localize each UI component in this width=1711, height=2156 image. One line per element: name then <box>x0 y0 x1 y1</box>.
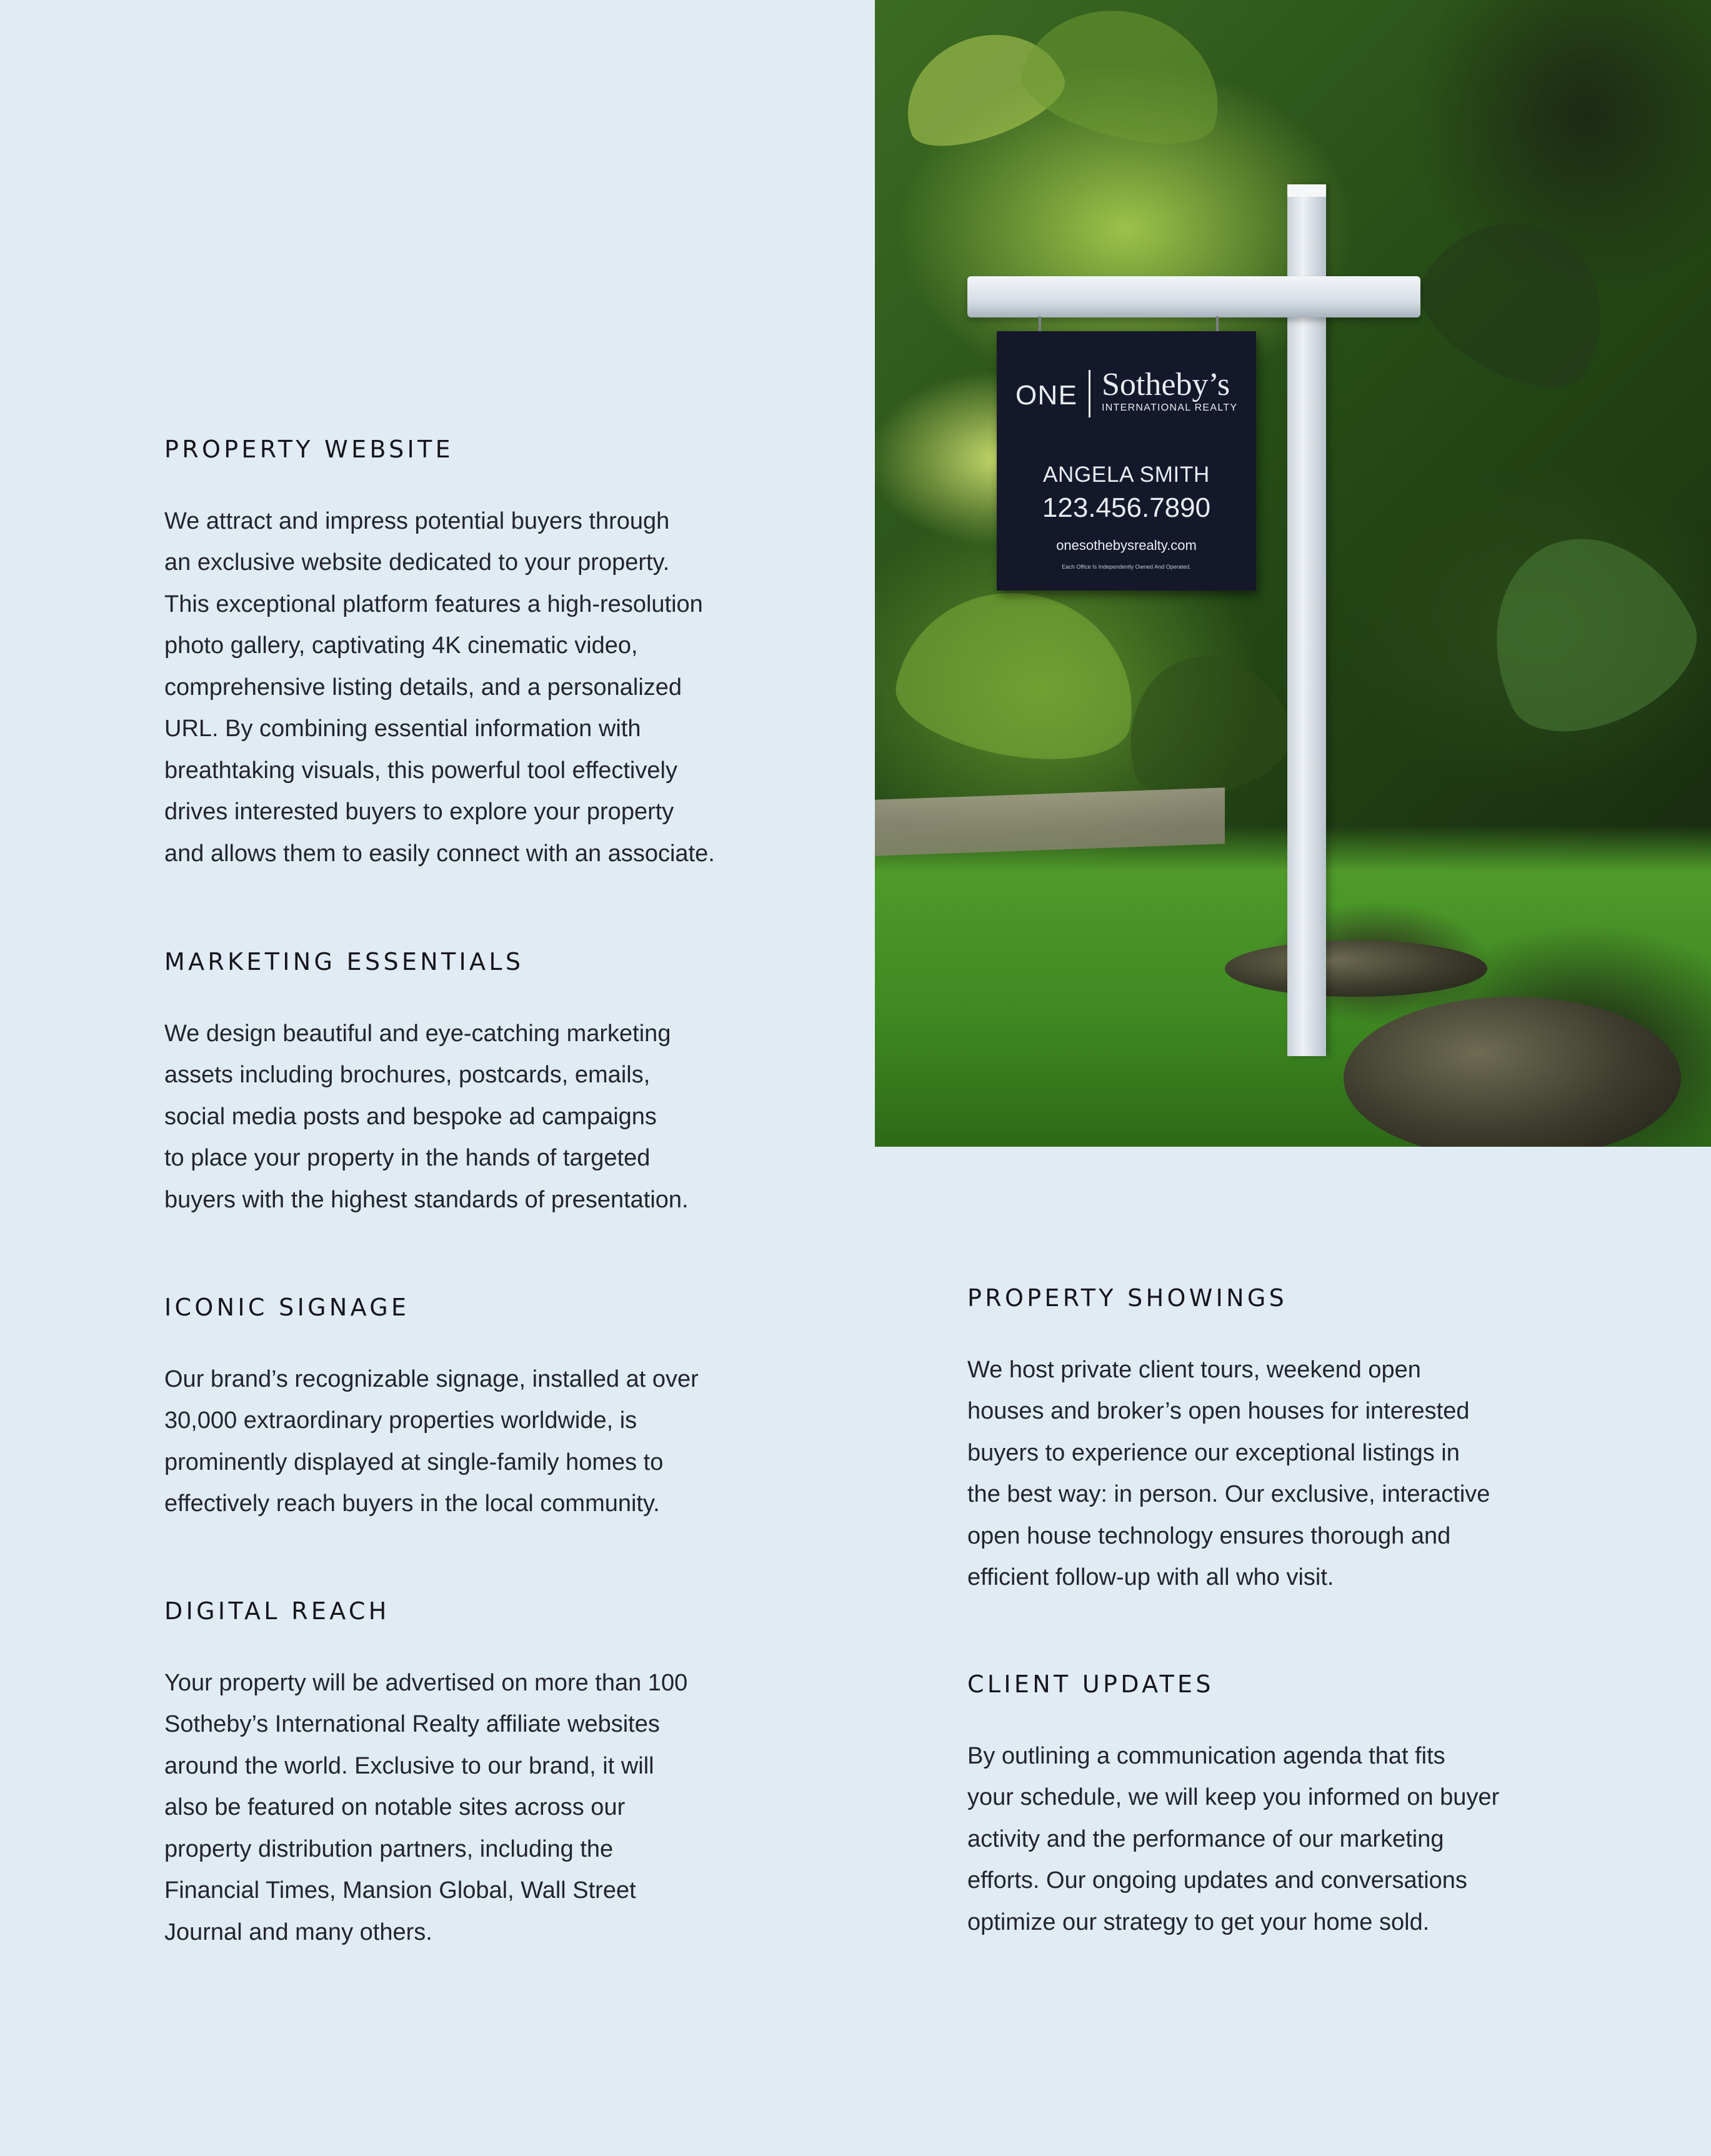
section-iconic-signage <box>164 1294 727 1525</box>
sign-brand-divider <box>1089 370 1090 417</box>
foliage-highlight <box>1457 504 1711 758</box>
body-line: property distribution partners, including the <box>164 1835 614 1862</box>
foliage-shadow <box>1110 637 1302 812</box>
foliage-highlight <box>1012 0 1238 161</box>
body-line: By outlining a communication agenda that fits <box>967 1742 1445 1769</box>
body-line: We attract and impress potential buyers through <box>164 507 670 534</box>
section-heading: PROPERTY SHOWINGS <box>967 1284 1288 1312</box>
sign-website: onesothebysrealty.com <box>1056 537 1197 553</box>
section-body <box>164 501 727 875</box>
rock <box>1344 997 1681 1147</box>
body-line: to place your property in the hands of targeted <box>164 1145 651 1172</box>
body-line: Sotheby’s International Realty affiliate websites <box>164 1711 660 1738</box>
body-line: also be featured on notable sites across our <box>164 1794 626 1821</box>
sign-post-cap <box>1287 184 1326 197</box>
body-line: efficient follow-up with all who visit. <box>967 1564 1334 1591</box>
body-line: social media posts and bespoke ad campaigns <box>164 1103 657 1130</box>
section-heading: MARKETING ESSENTIALS <box>164 948 524 976</box>
body-line: We host private client tours, weekend open <box>967 1356 1421 1383</box>
body-line: and allows them to easily connect with an associate. <box>164 840 715 867</box>
garden-path <box>875 787 1225 856</box>
sign-brand-subtitle: INTERNATIONAL REALTY <box>1102 402 1238 413</box>
body-line: open house technology ensures thorough and <box>967 1522 1451 1549</box>
section-heading: ICONIC SIGNAGE <box>164 1294 410 1321</box>
body-line: houses and broker’s open houses for interested <box>967 1398 1470 1425</box>
sign-phone: 123.456.7890 <box>1042 492 1211 523</box>
section-body <box>164 1013 727 1221</box>
sign-hook <box>1216 316 1219 332</box>
body-line: comprehensive listing details, and a personalized <box>164 674 682 701</box>
section-body <box>967 1349 1530 1599</box>
body-line: buyers to experience our exceptional listings in <box>967 1439 1460 1466</box>
sign-post-arm <box>967 276 1420 317</box>
sign-hook <box>1039 316 1041 332</box>
foliage-shadow <box>1400 188 1637 412</box>
section-digital-reach <box>164 1597 727 1953</box>
section-body <box>164 1359 727 1525</box>
rock <box>1225 941 1487 997</box>
body-line: an exclusive website dedicated to your property. <box>164 549 670 576</box>
section-property-showings <box>967 1284 1530 1599</box>
body-line: photo gallery, captivating 4K cinematic video, <box>164 632 638 659</box>
section-body <box>164 1662 727 1954</box>
body-line: This exceptional platform features a high-resolution <box>164 591 703 617</box>
yard-sign-photo <box>875 0 1711 1147</box>
body-line: breathtaking visuals, this powerful tool effectively <box>164 757 677 784</box>
section-heading: PROPERTY WEBSITE <box>164 436 454 463</box>
body-line: assets including brochures, postcards, emails, <box>164 1062 651 1089</box>
body-line: the best way: in person. Our exclusive, interactive <box>967 1481 1490 1508</box>
sign-fine-print: Each Office Is Independently Owned And Operated. <box>1062 564 1191 570</box>
body-line: activity and the performance of our marketing <box>967 1825 1444 1852</box>
body-line: URL. By combining essential information with <box>164 716 641 742</box>
body-line: Journal and many others. <box>164 1919 432 1945</box>
section-property-website <box>164 436 727 874</box>
body-line: Financial Times, Mansion Global, Wall Street <box>164 1877 636 1904</box>
section-body <box>967 1735 1530 1944</box>
sign-brand-one: ONE <box>1015 380 1078 411</box>
body-line: effectively reach buyers in the local community. <box>164 1490 660 1517</box>
body-line: Your property will be advertised on more than 100 <box>164 1669 688 1696</box>
sign-agent-name: ANGELA SMITH <box>1042 462 1210 487</box>
body-line: optimize our strategy to get your home sold. <box>967 1909 1430 1935</box>
body-line: around the world. Exclusive to our brand, it will <box>164 1752 654 1779</box>
section-heading: CLIENT UPDATES <box>967 1670 1214 1698</box>
body-line: efforts. Our ongoing updates and conversations <box>967 1867 1467 1894</box>
sign-brand-name: Sotheby’s <box>1102 367 1230 402</box>
body-line: drives interested buyers to explore your property <box>164 799 674 826</box>
section-marketing-essentials <box>164 948 727 1220</box>
body-line: your schedule, we will keep you informed on buyer <box>967 1784 1500 1811</box>
section-heading: DIGITAL REACH <box>164 1597 390 1625</box>
body-line: Our brand’s recognizable signage, installed at over <box>164 1365 699 1392</box>
body-line: We design beautiful and eye-catching marketing <box>164 1020 671 1047</box>
section-client-updates <box>967 1670 1530 1943</box>
foliage-highlight <box>887 574 1149 776</box>
body-line: buyers with the highest standards of presentation. <box>164 1186 689 1213</box>
sign-brand-logo <box>997 367 1256 420</box>
realty-sign <box>997 331 1256 591</box>
body-line: prominently displayed at single-family homes to <box>164 1449 664 1475</box>
body-line: 30,000 extraordinary properties worldwide, is <box>164 1407 637 1434</box>
